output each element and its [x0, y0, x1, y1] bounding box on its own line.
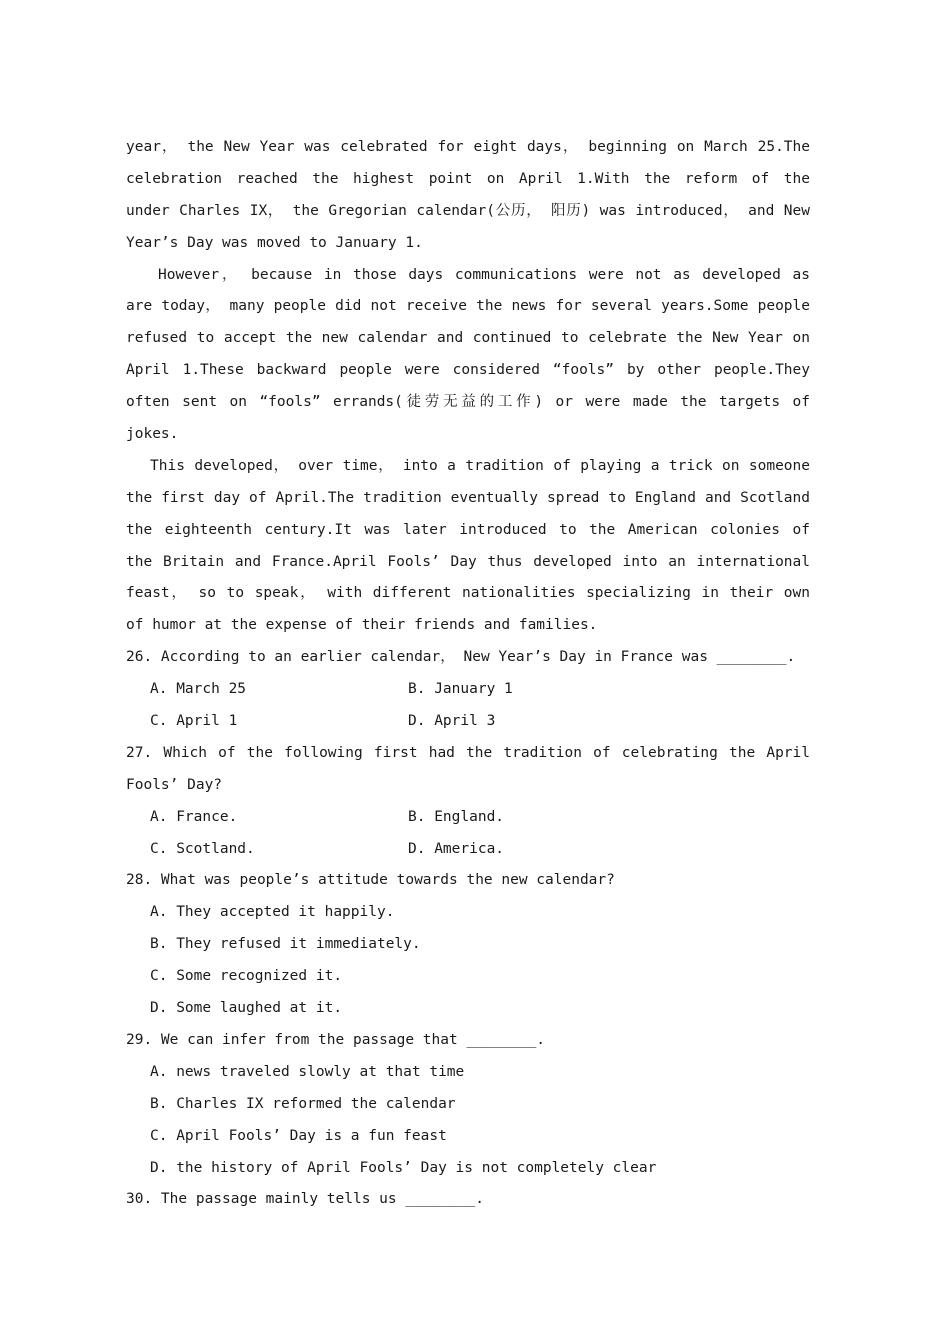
option-d: D. the history of April Fools’ Day is not completely clear [150, 1159, 657, 1176]
option-row [126, 834, 810, 866]
option-b: B. Charles IX reformed the calendar [150, 1095, 456, 1112]
text-line: However， because in those days communications were not as developed as [158, 266, 810, 283]
text-line: This developed， over time， into a tradition of playing a trick on someone [150, 457, 810, 474]
passage-paragraph-3 [126, 451, 810, 642]
text-line: under Charles IX， the Gregorian calendar(公历， 阳历) was introduced， and New [126, 202, 810, 219]
option-a: A. news traveled slowly at that time [150, 1063, 465, 1080]
question-stem: 29. We can infer from the passage that ________. [126, 1031, 546, 1048]
question-28 [126, 865, 810, 1024]
question-29 [126, 1025, 810, 1184]
text-line: refused to accept the new calendar and continued to celebrate the New Year on [126, 330, 810, 347]
option-c: C. April Fools’ Day is a fun feast [150, 1127, 447, 1144]
passage-paragraph-2 [126, 260, 810, 451]
text-line: the eighteenth century.It was later introduced to the American colonies of [126, 521, 810, 538]
question-27 [126, 738, 810, 866]
option-d: D. America. [408, 840, 505, 857]
option-d: D. Some laughed at it. [150, 1000, 343, 1017]
option-row [126, 706, 810, 738]
question-26 [126, 642, 810, 738]
option-b: B. They refused it immediately. [150, 936, 421, 953]
option-row [126, 802, 810, 834]
text-line: jokes. [126, 426, 179, 443]
question-stem: 30. The passage mainly tells us ________. [126, 1191, 484, 1208]
option-row [126, 674, 810, 706]
text-line: Year’s Day was moved to January 1. [126, 234, 423, 251]
option-a: A. France. [150, 808, 238, 825]
option-a: A. They accepted it happily. [150, 904, 395, 921]
option-b: B. January 1 [408, 681, 513, 698]
text-line: year， the New Year was celebrated for eight days， beginning on March 25.The [126, 139, 810, 155]
question-30 [126, 1184, 810, 1216]
text-line: feast， so to speak， with different nationalities specializing in their own [126, 585, 810, 602]
text-line: are today， many people did not receive the news for several years.Some people [126, 298, 810, 315]
text-line: of humor at the expense of their friends and families. [126, 617, 598, 634]
text-line: the first day of April.The tradition eventually spread to England and Scotland [126, 489, 810, 506]
question-stem: 27. Which of the following first had the tradition of celebrating the April [126, 744, 810, 761]
option-c: C. Some recognized it. [150, 968, 343, 985]
option-d: D. April 3 [408, 713, 496, 730]
document-page [126, 132, 810, 1216]
text-line: April 1.These backward people were considered “fools” by other people.They [126, 362, 810, 379]
text-line: celebration reached the highest point on April 1.With the reform of the [126, 170, 810, 187]
option-c: C. April 1 [150, 713, 238, 730]
text-line: the Britain and France.April Fools’ Day thus developed into an international [126, 553, 810, 570]
question-stem: 28. What was people’s attitude towards the new calendar? [126, 872, 615, 889]
text-line: often sent on “fools” errands(徒劳无益的工作) or were made the targets of [126, 394, 810, 411]
passage-paragraph-1 [126, 132, 810, 260]
question-stem-continued: Fools’ Day? [126, 776, 223, 793]
option-a: A. March 25 [150, 681, 247, 698]
option-b: B. England. [408, 808, 505, 825]
question-stem: 26. According to an earlier calendar， New Year’s Day in France was ________. [126, 649, 796, 666]
option-c: C. Scotland. [150, 840, 255, 857]
